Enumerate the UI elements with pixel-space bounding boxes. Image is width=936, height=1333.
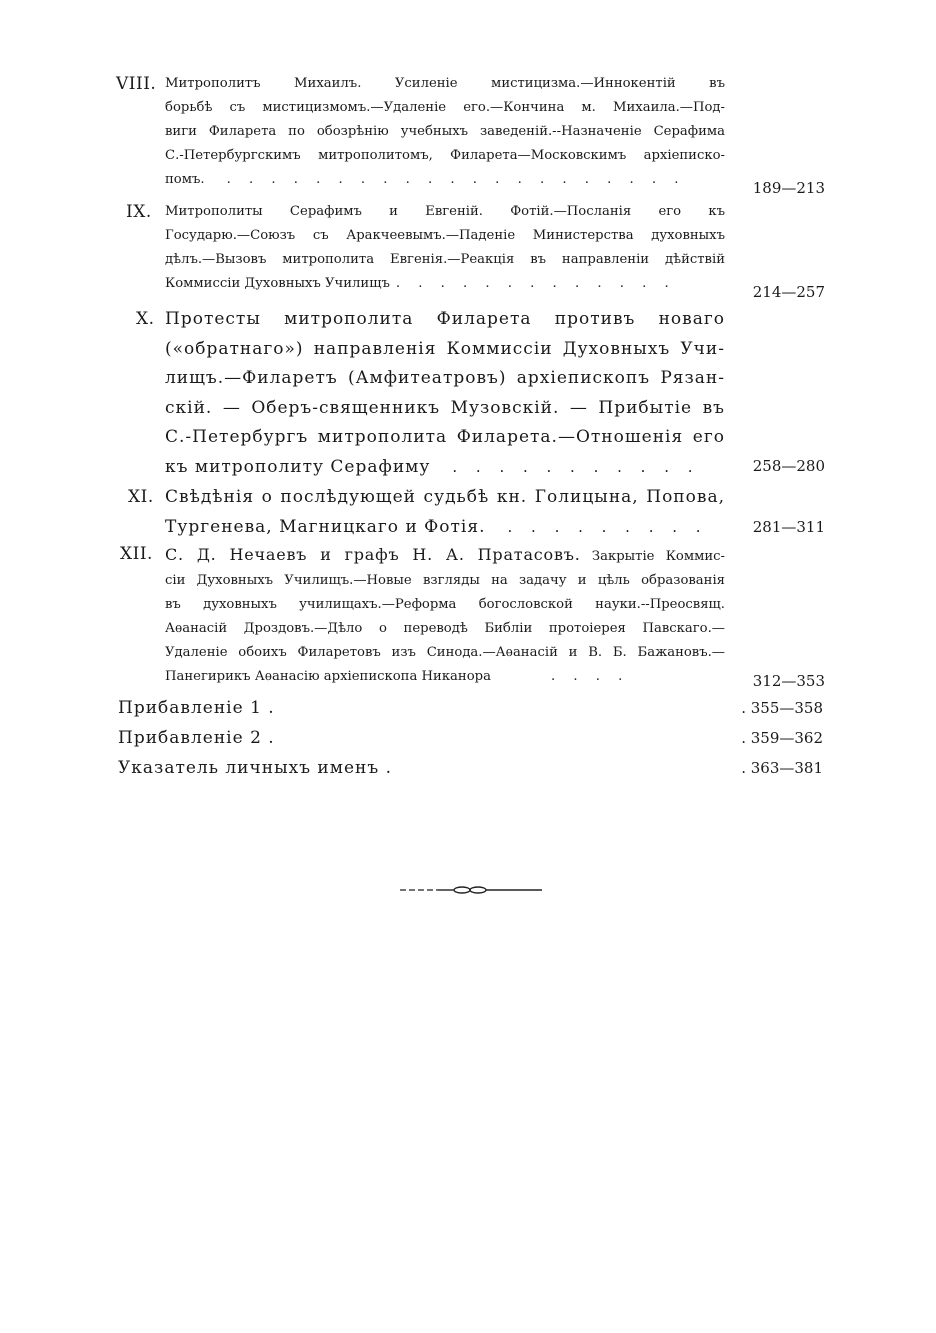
entry-line: виги Филарета по обозрѣнію учебныхъ заведеній.--Назначеніе Серафима: [165, 124, 725, 139]
entry-text: [165, 483, 725, 542]
entry-line: Государю.—Союзъ съ Аракчеевымъ.—Паденіе Министерства духовныхъ: [165, 228, 725, 243]
page-range: 214—257: [752, 283, 825, 301]
entry-line: С.-Петербургъ митрополита Филарета.—Отношенія его: [165, 427, 725, 447]
entry-line: къ митрополиту Серафиму . . . . . . . . . . .: [165, 456, 700, 477]
entry-text: [165, 540, 725, 689]
entry-line: («обратнаго») направленія Коммиссіи Духовныхъ Учи-: [165, 338, 725, 359]
entry-line: Панегирикъ Аѳанасію архіепископа Никанора . . . .: [165, 669, 630, 684]
page-range: . 363—381: [741, 759, 823, 777]
page-range: 258—280: [752, 457, 825, 475]
entry-line: Аѳанасій Дроздовъ.—Дѣло о переводѣ Библіи протоіерея Павскаго.—: [165, 621, 725, 636]
entry-line: дѣлъ.—Вызовъ митрополита Евгенія.—Реакція въ направленіи дѣйствій: [165, 252, 725, 267]
chapter-number: VIII.: [116, 74, 157, 94]
chapter-number: XI.: [128, 487, 154, 507]
toc-appendix-1: [118, 693, 823, 723]
entry-line: скій. — Оберъ-священникъ Музовскій. — Прибытіе въ: [165, 397, 725, 418]
entry-text: [165, 200, 725, 296]
toc-index: [118, 753, 823, 783]
appendix-title: Прибавленіе 2 .: [118, 728, 275, 748]
entry-line: Митрополитъ Михаилъ. Усиленіе мистицизма.—Иннокентій въ: [165, 76, 725, 91]
page-range: . 355—358: [741, 699, 823, 717]
entry-line: сіи Духовныхъ Училищъ.—Новые взгляды на задачу и цѣль образованія: [165, 573, 725, 588]
entry-line: въ духовныхъ училищахъ.—Реформа богословской науки.--Преосвящ.: [165, 597, 725, 612]
entry-line: Протесты митрополита Филарета противъ новаго: [165, 309, 725, 329]
entry-line: С.-Петербургскимъ митрополитомъ, Филарета—Московскимъ архіеписко-: [165, 148, 725, 163]
page-range: 312—353: [752, 672, 825, 690]
entry-text: [165, 72, 725, 192]
page-range: . 359—362: [741, 729, 823, 747]
entry-line: Митрополиты Серафимъ и Евгеній. Фотій.—Посланія его къ: [165, 204, 725, 219]
toc-appendix-2: [118, 723, 823, 753]
entry-line: С. Д. Нечаевъ и графъ Н. А. Пратасовъ. Закрытіе Коммис-: [165, 545, 725, 564]
entry-text: [165, 305, 725, 482]
chapter-number: X.: [136, 309, 155, 329]
appendix-title: Прибавленіе 1 .: [118, 698, 275, 718]
entry-line: Свѣдѣнія о послѣдующей судьбѣ кн. Голицына, Попова,: [165, 487, 725, 507]
entry-line: борьбѣ съ мистицизмомъ.—Удаленіе его.—Кончина м. Михаила.—Под-: [165, 100, 725, 115]
entry-line: Тургенева, Магницкаго и Фотія. . . . . . . . . .: [165, 516, 708, 537]
ornament-divider-icon: [398, 882, 544, 898]
chapter-number: XII.: [120, 544, 153, 564]
entry-line: лищъ.—Филаретъ (Амфитеатровъ) архіепископъ Рязан-: [165, 368, 725, 388]
page-range: 189—213: [752, 179, 825, 197]
page-range: 281—311: [752, 517, 825, 536]
entry-line: Коммиссіи Духовныхъ Училищъ . . . . . . . . . . . . .: [165, 276, 676, 291]
chapter-number: IX.: [126, 202, 152, 222]
entry-line: Удаленіе обоихъ Филаретовъ изъ Синода.—Аѳанасій и В. Б. Бажановъ.—: [165, 645, 725, 660]
appendix-title: Указатель личныхъ именъ .: [118, 758, 392, 778]
entry-line: помъ. . . . . . . . . . . . . . . . . . . . . .: [165, 172, 686, 187]
